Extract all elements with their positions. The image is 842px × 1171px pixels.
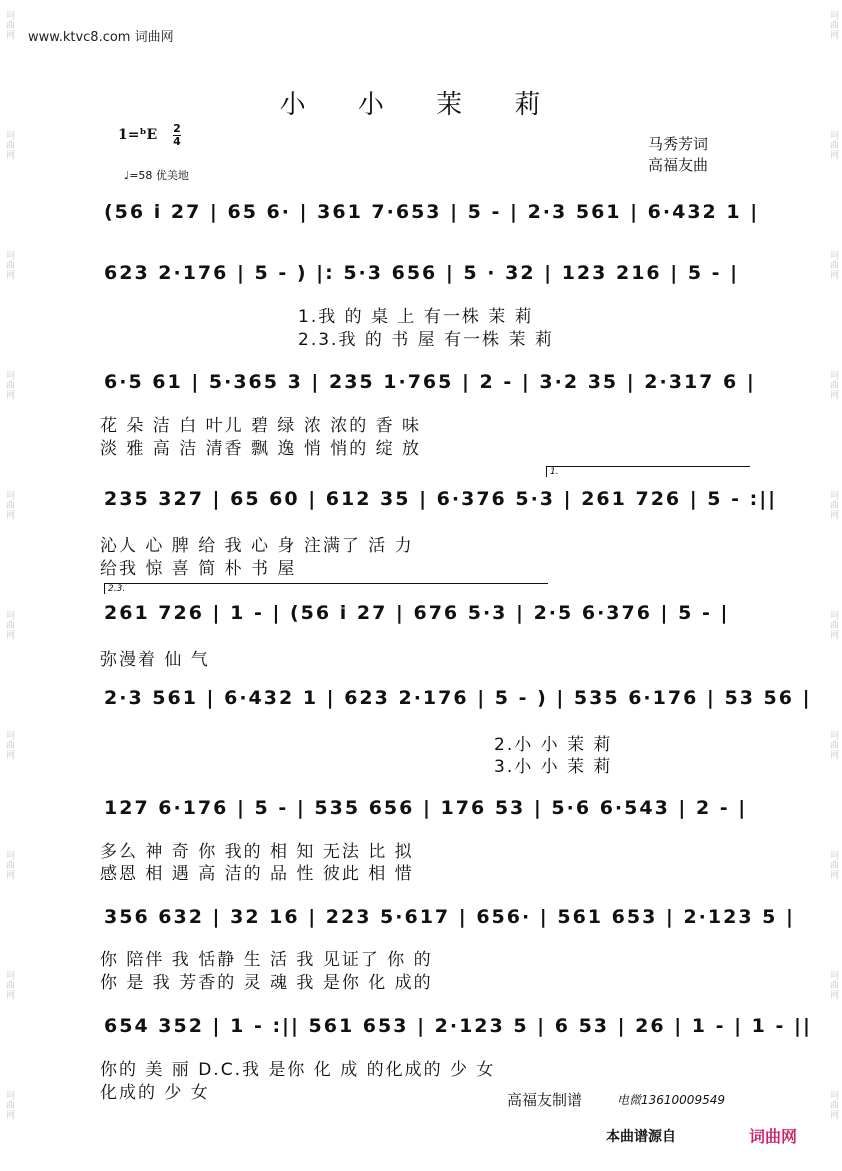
lyric-line: 化成的 少 女 xyxy=(100,1083,210,1103)
tempo-marking: ♩=58 优美地 xyxy=(124,169,189,182)
watermark-text: 词曲网 xyxy=(4,250,14,280)
site-url[interactable]: www.ktvc8.com 词曲网 xyxy=(28,30,174,45)
lyric-line: 你 是 我 芳香的 灵 魂 我 是你 化 成的 xyxy=(100,973,433,993)
lyric-line: 给我 惊 喜 简 朴 书 屋 xyxy=(100,559,297,579)
lyric-line: 你 陪伴 我 恬静 生 活 我 见证了 你 的 xyxy=(100,950,433,970)
lyric-line: 2.小 小 茉 莉 xyxy=(494,735,613,755)
watermark-text: 词曲网 xyxy=(828,10,838,40)
lyric-line: 1.我 的 桌 上 有一株 茉 莉 xyxy=(298,307,534,327)
watermark-text: 词曲网 xyxy=(828,850,838,880)
notation-row: 623 2·176 | 5 - ) |: 5·3 656 | 5 · 32 | 123 216 | 5 - | xyxy=(104,262,740,284)
lyric-line: 花 朵 洁 白 叶儿 碧 绿 浓 浓的 香 味 xyxy=(100,416,422,436)
source-label: 本曲谱源自 xyxy=(606,1129,676,1145)
lyric-line: 弥漫着 仙 气 xyxy=(100,650,210,670)
notation-row: 235 327 | 65 60 | 612 35 | 6·376 5·3 | 261 726 | 5 - :|| xyxy=(104,488,778,510)
lyric-line: 感恩 相 遇 高 洁的 品 性 彼此 相 惜 xyxy=(100,864,414,884)
watermark-text: 词曲网 xyxy=(4,970,14,1000)
watermark-text: 词曲网 xyxy=(4,610,14,640)
brand-logo-link[interactable]: 词曲网 xyxy=(749,1127,798,1146)
lyric-line: 2.3.我 的 书 屋 有一株 茉 莉 xyxy=(298,330,554,350)
lyric-line: 淡 雅 高 洁 清香 飘 逸 悄 悄的 绽 放 xyxy=(100,439,422,459)
watermark-text: 词曲网 xyxy=(828,970,838,1000)
watermark-text: 词曲网 xyxy=(4,130,14,160)
time-signature-top: 2 xyxy=(173,122,181,135)
second-ending-bracket xyxy=(104,583,548,594)
watermark-right xyxy=(824,0,842,1171)
notation-row: 2·3 561 | 6·432 1 | 623 2·176 | 5 - ) | 535 6·176 | 53 56 | xyxy=(104,687,812,709)
watermark-text: 词曲网 xyxy=(4,10,14,40)
watermark-left xyxy=(0,0,18,1171)
watermark-text: 词曲网 xyxy=(4,850,14,880)
notation-row: 356 632 | 32 16 | 223 5·617 | 656· | 561 653 | 2·123 5 | xyxy=(104,906,795,928)
watermark-text: 词曲网 xyxy=(4,490,14,520)
lyric-line: 3.小 小 茉 莉 xyxy=(494,757,613,777)
transcriber-credit: 高福友制谱 xyxy=(507,1091,583,1109)
notation-row: 261 726 | 1 - | (56 i 27 | 676 5·3 | 2·5 6·376 | 5 - | xyxy=(104,602,730,624)
notation-row: 654 352 | 1 - :|| 561 653 | 2·123 5 | 6 53 | 26 | 1 - | 1 - || xyxy=(104,1015,812,1037)
first-ending-bracket xyxy=(546,466,750,477)
time-signature-bottom: 4 xyxy=(173,135,181,148)
composer: 高福友曲 xyxy=(648,156,709,174)
watermark-text: 词曲网 xyxy=(828,490,838,520)
watermark-text: 词曲网 xyxy=(4,1090,14,1120)
watermark-text: 词曲网 xyxy=(4,370,14,400)
lyricist: 马秀芳词 xyxy=(648,135,709,153)
watermark-text: 词曲网 xyxy=(828,370,838,400)
watermark-text: 词曲网 xyxy=(4,730,14,760)
watermark-text: 词曲网 xyxy=(828,250,838,280)
song-title: 小 小 茉 莉 xyxy=(279,90,563,120)
watermark-text: 词曲网 xyxy=(828,610,838,640)
lyric-line: 沁人 心 脾 给 我 心 身 注满了 活 力 xyxy=(100,536,414,556)
notation-row: 6·5 61 | 5·365 3 | 235 1·765 | 2 - | 3·2 35 | 2·317 6 | xyxy=(104,371,756,393)
first-ending-label: 1. xyxy=(550,467,559,477)
notation-row: (56 i 27 | 65 6· | 361 7·653 | 5 - | 2·3 561 | 6·432 1 | xyxy=(104,201,760,223)
time-signature xyxy=(173,124,181,147)
lyric-line: 多么 神 奇 你 我的 相 知 无法 比 拟 xyxy=(100,842,414,862)
watermark-text: 词曲网 xyxy=(828,1090,838,1120)
watermark-text: 词曲网 xyxy=(828,730,838,760)
watermark-text: 词曲网 xyxy=(828,130,838,160)
key-signature: 1=ᵇE xyxy=(118,127,158,143)
notation-row: 127 6·176 | 5 - | 535 656 | 176 53 | 5·6 6·543 | 2 - | xyxy=(104,797,748,819)
lyric-line: 你的 美 丽 D.C.我 是你 化 成 的化成的 少 女 xyxy=(100,1060,496,1080)
second-ending-label: 2.3. xyxy=(108,584,126,594)
contact-wechat: 电微13610009549 xyxy=(617,1093,725,1107)
